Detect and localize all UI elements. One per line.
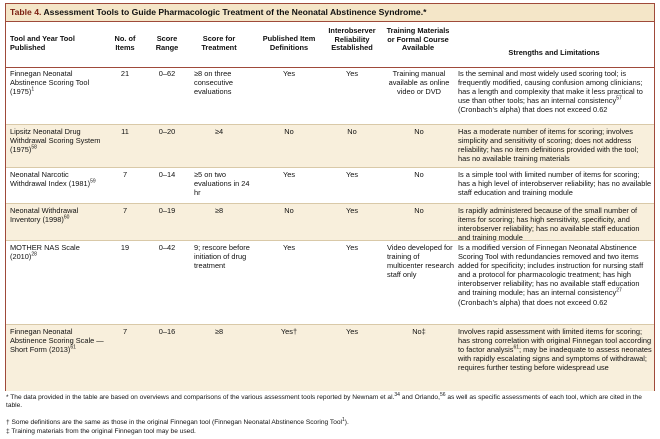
table-row xyxy=(6,325,654,391)
score-range: 0–19 xyxy=(158,206,176,215)
item-count: 19 xyxy=(120,243,130,252)
strengths-limitations: Is the seminal and most widely used scoring tool; is frequently modified, causing confusion among clinicians; has a length and complexity that make it less practical to use than other tools; has an internal consistency$^{57}$ (Cronbach’s alpha) that does not exceed 0.62 xyxy=(458,69,643,115)
interobserver-reliability: Yes xyxy=(345,206,359,215)
table-row xyxy=(6,204,654,243)
header-tool: Tool and Year Tool Published xyxy=(10,34,75,52)
header-items: No. of Items xyxy=(114,34,136,52)
training-materials: Training manual available as online video or DVD xyxy=(388,69,450,97)
table-row xyxy=(6,168,654,203)
training-materials: Video developed for training of multicenter research staff only xyxy=(387,243,454,280)
tool-name: Finnegan Neonatal Abstinence Scoring Tool $(1975)^1$ xyxy=(10,69,90,97)
item-definitions: Yes xyxy=(282,243,296,252)
header-score: Score for Treatment xyxy=(201,34,237,52)
item-definitions: No xyxy=(284,127,294,136)
item-count: 11 xyxy=(121,127,129,136)
header-reliability: Interobserver Reliability Established xyxy=(328,26,376,53)
interobserver-reliability: Yes xyxy=(345,327,359,336)
header-definitions: Published Item Definitions xyxy=(262,34,316,52)
treatment-score: ≥8 xyxy=(214,206,224,215)
table-label: Table 4. xyxy=(10,7,42,17)
score-range: 0–62 xyxy=(158,69,176,78)
treatment-score: ≥5 on two evaluations in 24 hr xyxy=(194,170,250,198)
item-definitions: Yes† xyxy=(280,327,298,336)
training-materials: No xyxy=(414,170,424,179)
item-definitions: No xyxy=(284,206,294,215)
score-range: 0–20 xyxy=(158,127,176,136)
tool-name: Neonatal Narcotic Withdrawal Index $(1981)^{59}$ xyxy=(10,170,96,189)
table-title-bar xyxy=(6,4,654,22)
table-title: Assessment Tools to Guide Pharmacologic Treatment of the Neonatal Abstinence Syndrome.* xyxy=(43,7,427,17)
interobserver-reliability: Yes xyxy=(345,243,359,252)
strengths-limitations: Is a modified version of Finnegan Neonatal Abstinence Scoring Tool with redundancies removed and two items added for specificity; includes instruction for nursing staff and a protocol for pharmacologic treatment; has high interobserver reliability; has no available staff education and training module; has an internal consistency$^{27}$ (Cronbach’s alpha) that does not exceed 0.62 xyxy=(458,243,644,307)
item-count: 7 xyxy=(122,206,128,215)
item-definitions: Yes xyxy=(282,69,296,78)
item-count: 7 xyxy=(122,170,128,179)
strengths-limitations: Involves rapid assessment with limited items for scoring; has strong correlation with original Finnegan tool according to factor analysis$^{61}$; may be inadequate to assess neonates with rapidly escalating signs and symptoms of withdrawal; requires further testing before widespread use xyxy=(458,327,652,373)
treatment-score: 9; rescore before initiation of drug treatment xyxy=(194,243,250,271)
interobserver-reliability: Yes xyxy=(345,69,359,78)
header-strengths: Strengths and Limitations xyxy=(508,48,600,57)
strengths-limitations: Is a simple tool with limited number of items for scoring; has a high level of interobserver reliability; has no available staff education and training module xyxy=(458,170,652,198)
score-range: 0–14 xyxy=(158,170,176,179)
strengths-limitations: Has a moderate number of items for scoring; involves simplicity and sensitivity of scoring; does not address reliability; has no item definitions provided with the tool; has no available training materials xyxy=(458,127,639,164)
table-header xyxy=(6,21,654,68)
tool-name: Finnegan Neonatal Abstinence Scoring Scale — Short Form $(2013)^{61}$ xyxy=(10,327,104,355)
footnote-dagger: † Some definitions are the same as those in the original Finnegan tool (Finnegan Neonatal Abstinence Scoring Tool$^1$). xyxy=(6,416,349,426)
treatment-score: ≥8 xyxy=(214,327,224,336)
table-row xyxy=(6,125,654,167)
item-count: 21 xyxy=(120,69,130,78)
training-materials: No xyxy=(414,127,424,136)
table-row xyxy=(6,241,654,324)
tool-name: MOTHER NAS Scale $(2010)^{28}$ xyxy=(10,243,80,262)
interobserver-reliability: No xyxy=(347,127,357,136)
treatment-score: ≥8 on three consecutive evaluations xyxy=(194,69,234,97)
item-definitions: Yes xyxy=(282,170,296,179)
header-range: Score Range xyxy=(155,34,179,52)
footnote-star: * The data provided in the table are based on overviews and comparisons of the various assessment tools reported by Newnam et al.$^{34}$ and Orlando,$^{56}$ as well as specific assessments of each tool, which are cited in the table. xyxy=(6,391,642,410)
training-materials: No‡ xyxy=(412,327,426,336)
item-count: 7 xyxy=(122,327,128,336)
table-row xyxy=(6,67,654,131)
training-materials: No xyxy=(414,206,424,215)
score-range: 0–16 xyxy=(158,327,176,336)
tool-name: Neonatal Withdrawal Inventory $(1998)^{60}$ xyxy=(10,206,79,225)
strengths-limitations: Is rapidly administered because of the small number of items for scoring; has high sensitivity, specificity, and interobserver reliability; has no available staff education and training module xyxy=(458,206,640,243)
table-frame xyxy=(5,3,655,391)
footnote-double-dagger: ‡ Training materials from the original Finnegan tool may be used. xyxy=(6,428,196,435)
header-training: Training Materials or Formal Course Available xyxy=(386,26,450,53)
tool-name: Lipsitz Neonatal Drug Withdrawal Scoring System $(1975)^{58}$ xyxy=(10,127,101,155)
treatment-score: ≥4 xyxy=(214,127,224,136)
interobserver-reliability: Yes xyxy=(345,170,359,179)
score-range: 0–42 xyxy=(158,243,176,252)
